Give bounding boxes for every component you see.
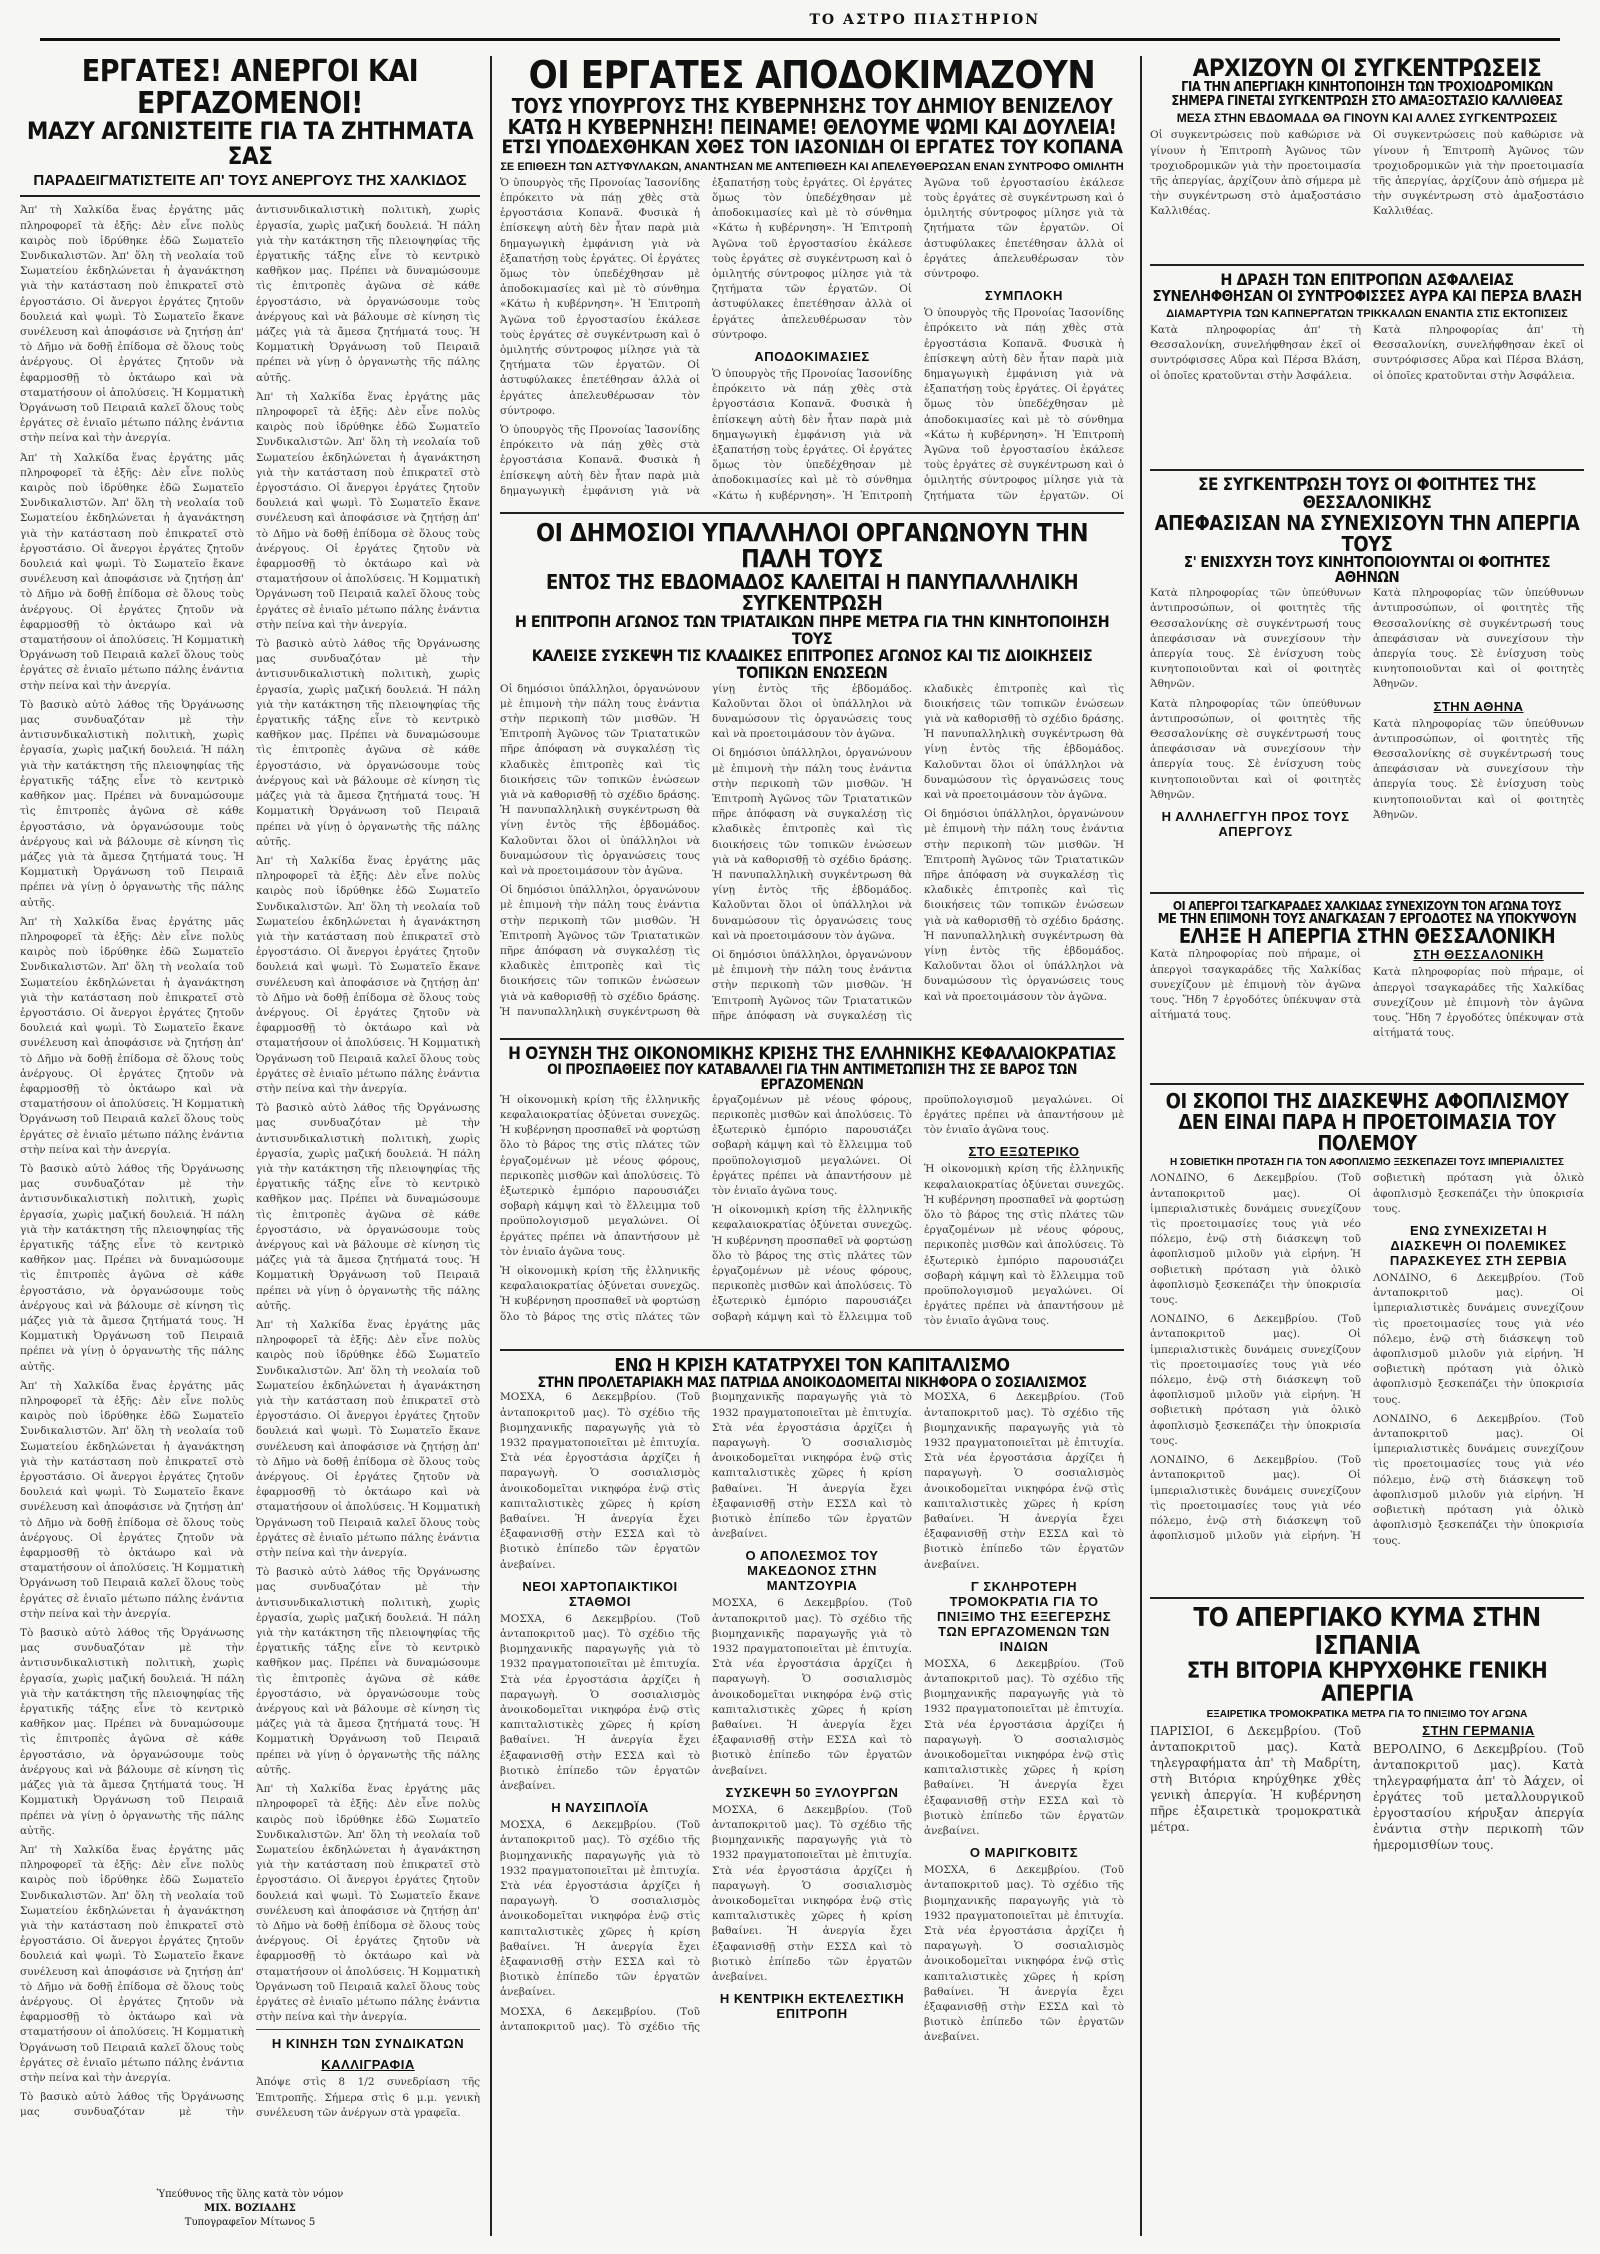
paragraph: Ἀπόψε στὶς 8 1/2 συνεδρίαση τῆς Ἐπιτροπῆς. Σήμερα στὶς 6 μ.μ. γενικὴ συνέλευση τῶν ἀνέργων στὰ γραφεῖα. xyxy=(256,2076,480,2119)
kicker: ΕΞΑΙΡΕΤΙΚΑ ΤΡΟΜΟΚΡΑΤΙΚΑ ΜΕΤΡΑ ΓΙΑ ΤΟ ΠΝΙΞΙΜΟ ΤΟΥ ΑΓΩΝΑ xyxy=(1206,1709,1528,1721)
subheadline: ΟΙ ΠΡΟΣΠΑΘΕΙΕΣ ΠΟΥ ΚΑΤΑΒΑΛΛΕΙ ΓΙΑ ΤΗΝ ΑΝΤΙΜΕΤΩΠΙΣΗ ΤΗΣ ΣΕ ΒΑΡΟΣ ΤΩΝ ΕΡΓΑΖΟΜΕΝΩΝ xyxy=(547,1062,1077,1094)
article-body xyxy=(500,1390,1124,2050)
paragraph: Οἱ συγκεντρώσεις ποὺ καθώρισε νὰ γίνουν ἡ Ἐπιτροπὴ Ἀγῶνος τῶν τροχιοδρομικῶν γιὰ τὴν προετοιμασία τῆς ἀπεργίας, ἀρχίζουν ἀπὸ σήμερα μὲ τὴν συγκέντρωση στὸ ἁμαξοστάσιο Καλλιθέας. xyxy=(1150,129,1361,218)
divider xyxy=(1150,1597,1584,1599)
paragraph: Τὸ βασικὸ αὐτὸ λάθος τῆς Ὀργάνωσης μας συνδυαζόταν μὲ τὴν ἀντισυνδικαλιστικὴ πολιτικὴ, χωρὶς ἐργασία, χωρὶς μαζική δουλειά. Ἡ πάλη γιὰ τὴν κατάκτηση τῆς πλειοψηφίας τῆς ἐργατικῆς τάξης εἶνε τὸ κεντρικὸ καθῆκον μας. Πρέπει νὰ δυναμώσουμε τὶς ἐπιτροπὲς ἀγῶνα σὲ κάθε ἐργοστάσιο, νὰ ὀργανώσουμε τοὺς ἀνέργους καὶ νὰ βάλουμε σὲ κίνηση τὶς μάζες γιὰ τὰ ἄμεσα ζητήματά τους. Ἡ Κομματικὴ Ὀργάνωση τοῦ Πειραιᾶ πρέπει νὰ γίνῃ ὁ ὀργανωτὴς τῆς πάλης αὐτῆς. xyxy=(256,638,480,848)
paragraph: Ἀπ' τὴ Χαλκίδα ἕνας ἐργάτης μᾶς πληροφορεῖ τὰ ἑξῆς: Δὲν εἶνε πολὺς καιρὸς ποὺ ἱδρύθηκε ἐδῶ Σωματεῖο Συνδικαλιστῶν. Ἀπ' ὅλη τὴ νεολαία τοῦ Σωματείου ἐκδηλώνεται ἡ ἀγανάκτηση γιὰ τὴν κατάσταση ποὺ ἐπικρατεῖ στὸ ἐργοστάσιο. Οἱ ἄνεργοι ἐργάτες ζητοῦν δουλειά καὶ ψωμὶ. Τὸ Σωματεῖο ἔκανε συνέλευση καὶ ἀποφάσισε νὰ ζητήσῃ ἀπ' τὸ Δῆμο νὰ δοθῇ ἐπίδομα σὲ ὅλους τοὺς ἀνέργους. Οἱ ἐργάτες ζητοῦν νὰ ἐφαρμοσθῇ τὸ ὀκτάωρο καὶ νὰ σταματήσουν οἱ ἀπολύσεις. Ἡ Κομματικὴ Ὀργάνωση τοῦ Πειραιᾶ καλεῖ ὅλους τοὺς ἐργάτες σὲ ἑνιαῖο μέτωπο πάλης ἐνάντια στὴν πείνα καὶ τὴν ἀνεργία. xyxy=(20,1843,244,2084)
section-subhead: ΚΑΛΛΙΓΡΑΦΙΑ xyxy=(321,2057,415,2073)
kicker: ΠΑΡΑΔΕΙΓΜΑΤΙΣΤΕΙΤΕ ΑΠ' ΤΟΥΣ ΑΝΕΡΓΟΥΣ ΤΗΣ ΧΑΛΚΙΔΟΣ xyxy=(33,172,467,190)
paragraph: Οἱ δημόσιοι ὑπάλληλοι, ὀργανώνουν μὲ ἐπιμονὴ τὴν πάλη τους ἐνάντια στὴν περικοπὴ τῶν μισθῶν. Ἡ Ἐπιτροπὴ Ἀγῶνος τῶν Τριατατικῶν πῆρε ἀπόφαση νὰ συγκαλέσῃ τὶς κλαδικὲς ἐπιτροπὲς καὶ τὶς διοικήσεις τῶν τοπικῶν ἑνώσεων γιὰ νὰ καθορισθῇ τὸ σχέδιο δράσης. Ἡ πανυπαλληλικὴ συγκέντρωση θὰ γίνῃ ἐντὸς τῆς ἑβδομάδος. Καλοῦνται ὅλοι οἱ ὑπάλληλοι νὰ δυναμώσουν τὶς ὀργανώσεις τους καὶ νὰ προετοιμάσουν τὸν ἀγῶνα. xyxy=(500,682,700,877)
section-head: ΑΠΟΔΟΚΙΜΑΣΙΕΣ xyxy=(754,349,870,365)
paragraph: ΜΟΣΧΑ, 6 Δεκεμβρίου. (Τοῦ ἀνταποκριτοῦ μας). Τὸ σχέδιο τῆς βιομηχανικῆς παραγωγῆς γιὰ τὸ 1932 πραγματοποιεῖται μὲ ἐπιτυχία. Στὰ νέα ἐργοστάσια ἀρχίζει ἡ παραγωγὴ. Ὁ σοσιαλισμὸς ἀνοικοδομεῖται νικηφόρα ἐνῷ στὶς καπιταλιστικὲς χῶρες ἡ κρίση βαθαίνει. Ἡ ἀνεργία ἔχει ἐξαφανισθῇ στὴν ΕΣΣΔ καὶ τὸ βιοτικὸ ἐπίπεδο τῶν ἐργατῶν ἀνεβαίνει. xyxy=(712,1803,912,1984)
subheadline: ΚΑΤΩ Η ΚΥΒΕΡΝΗΣΗ! ΠΕΙΝΑΜΕ! ΘΕΛΟΥΜΕ ΨΩΜΙ ΚΑΙ ΔΟΥΛΕΙΑ! xyxy=(507,114,1117,139)
subheadline: ΜΑΖΥ ΑΓΩΝΙΣΤΕΙΤΕ ΓΙΑ ΤΑ ΖΗΤΗΜΑΤΑ ΣΑΣ xyxy=(26,117,474,171)
paragraph: ΜΟΣΧΑ, 6 Δεκεμβρίου. (Τοῦ ἀνταποκριτοῦ μας). Τὸ σχέδιο τῆς βιομηχανικῆς παραγωγῆς γιὰ τὸ 1932 πραγματοποιεῖται μὲ ἐπιτυχία. Στὰ νέα ἐργοστάσια ἀρχίζει ἡ παραγωγὴ. Ὁ σοσιαλισμὸς ἀνοικοδομεῖται νικηφόρα ἐνῷ στὶς καπιταλιστικὲς χῶρες ἡ κρίση βαθαίνει. Ἡ ἀνεργία ἔχει ἐξαφανισθῇ στὴν ΕΣΣΔ καὶ τὸ βιοτικὸ ἐπίπεδο τῶν ἐργατῶν ἀνεβαίνει. xyxy=(500,1612,700,1792)
article-body xyxy=(500,1093,1124,1343)
section-head: ΣΤΗ ΘΕΣΣΑΛΟΝΙΚΗ xyxy=(1413,947,1544,963)
paragraph: Κατὰ πληροφορίας ἀπ' τὴ Θεσσαλονίκη, συνελήφθησαν ἐκεῖ οἱ συντρόφισσες Αὔρα καὶ Πέρσα Βλάση, οἱ ὁποῖες κρατοῦνται στὴν Ἀσφάλεια. xyxy=(1150,324,1361,382)
paragraph: Κατὰ πληροφορίας ἀπ' τὴ Θεσσαλονίκη, συνελήφθησαν ἐκεῖ οἱ συντρόφισσες Αὔρα καὶ Πέρσα Βλάση, οἱ ὁποῖες κρατοῦνται στὴν Ἀσφάλεια. xyxy=(1373,324,1584,382)
paragraph: Ἀπ' τὴ Χαλκίδα ἕνας ἐργάτης μᾶς πληροφορεῖ τὰ ἑξῆς: Δὲν εἶνε πολὺς καιρὸς ποὺ ἱδρύθηκε ἐδῶ Σωματεῖο Συνδικαλιστῶν. Ἀπ' ὅλη τὴ νεολαία τοῦ Σωματείου ἐκδηλώνεται ἡ ἀγανάκτηση γιὰ τὴν κατάσταση ποὺ ἐπικρατεῖ στὸ ἐργοστάσιο. Οἱ ἄνεργοι ἐργάτες ζητοῦν δουλειά καὶ ψωμὶ. Τὸ Σωματεῖο ἔκανε συνέλευση καὶ ἀποφάσισε νὰ ζητήσῃ ἀπ' τὸ Δῆμο νὰ δοθῇ ἐπίδομα σὲ ὅλους τοὺς ἀνέργους. Οἱ ἐργάτες ζητοῦν νὰ ἐφαρμοσθῇ τὸ ὀκτάωρο καὶ νὰ σταματήσουν οἱ ἀπολύσεις. Ἡ Κομματικὴ Ὀργάνωση τοῦ Πειραιᾶ καλεῖ ὅλους τοὺς ἐργάτες σὲ ἑνιαῖο μέτωπο πάλης ἐνάντια στὴν πείνα καὶ τὴν ἀνεργία. xyxy=(20,915,244,1156)
paragraph: Ἀπ' τὴ Χαλκίδα ἕνας ἐργάτης μᾶς πληροφορεῖ τὰ ἑξῆς: Δὲν εἶνε πολὺς καιρὸς ποὺ ἱδρύθηκε ἐδῶ Σωματεῖο Συνδικαλιστῶν. Ἀπ' ὅλη τὴ νεολαία τοῦ Σωματείου ἐκδηλώνεται ἡ ἀγανάκτηση γιὰ τὴν κατάσταση ποὺ ἐπικρατεῖ στὸ ἐργοστάσιο. Οἱ ἄνεργοι ἐργάτες ζητοῦν δουλειά καὶ ψωμὶ. Τὸ Σωματεῖο ἔκανε συνέλευση καὶ ἀποφάσισε νὰ ζητήσῃ ἀπ' τὸ Δῆμο νὰ δοθῇ ἐπίδομα σὲ ὅλους τοὺς ἀνέργους. Οἱ ἐργάτες ζητοῦν νὰ ἐφαρμοσθῇ τὸ ὀκτάωρο καὶ νὰ σταματήσουν οἱ ἀπολύσεις. Ἡ Κομματικὴ Ὀργάνωση τοῦ Πειραιᾶ καλεῖ ὅλους τοὺς ἐργάτες σὲ ἑνιαῖο μέτωπο πάλης ἐνάντια στὴν πείνα καὶ τὴν ἀνεργία. xyxy=(256,1319,480,1560)
article-body xyxy=(1150,323,1584,463)
imprint-line: Ὑπεύθυνος τῆς ὕλης κατὰ τὸν νόμον xyxy=(156,2189,344,2200)
divider xyxy=(20,195,480,197)
paragraph: ΛΟΝΔΙΝΟ, 6 Δεκεμβρίου. (Τοῦ ἀνταποκριτοῦ μας). Οἱ ἱμπεριαλιστικὲς δυνάμεις συνεχίζουν τὶς προετοιμασίες τους γιὰ νέο πόλεμο, ἐνῷ στὴ διάσκεψη τοῦ ἀφοπλισμοῦ μιλοῦν γιὰ εἰρήνη. Ἡ σοβιετικὴ πρόταση γιὰ ὁλικὸ ἀφοπλισμὸ ξεσκεπάζει τὴν ὑποκρισία τους. xyxy=(1150,1172,1584,1543)
paragraph: ΜΟΣΧΑ, 6 Δεκεμβρίου. (Τοῦ ἀνταποκριτοῦ μας). Τὸ σχέδιο τῆς βιομηχανικῆς παραγωγῆς γιὰ τὸ 1932 πραγματοποιεῖται μὲ ἐπιτυχία. Στὰ νέα ἐργοστάσια ἀρχίζει ἡ παραγωγὴ. Ὁ σοσιαλισμὸς ἀνοικοδομεῖται νικηφόρα ἐνῷ στὶς καπιταλιστικὲς χῶρες ἡ κρίση βαθαίνει. Ἡ ἀνεργία ἔχει ἐξαφανισθῇ στὴν ΕΣΣΔ καὶ τὸ βιοτικὸ ἐπίπεδο τῶν ἐργατῶν ἀνεβαίνει. xyxy=(924,1864,1124,2044)
subheadline: ΑΠΕΦΑΣΙΣΑΝ ΝΑ ΣΥΝΕΧΙΣΟΥΝ ΤΗΝ ΑΠΕΡΓΙΑ ΤΟΥΣ xyxy=(1154,510,1580,556)
divider xyxy=(500,1349,1124,1351)
paragraph: ΛΟΝΔΙΝΟ, 6 Δεκεμβρίου. (Τοῦ ἀνταποκριτοῦ μας). Οἱ ἱμπεριαλιστικὲς δυνάμεις συνεχίζουν τὶς προετοιμασίες τους γιὰ νέο πόλεμο, ἐνῷ στὴ διάσκεψη τοῦ ἀφοπλισμοῦ μιλοῦν γιὰ εἰρήνη. Ἡ σοβιετικὴ πρόταση γιὰ ὁλικὸ ἀφοπλισμὸ ξεσκεπάζει τὴν ὑποκρισία τους. xyxy=(1150,1172,1361,1307)
paragraph: Ὁ ὑπουργὸς τῆς Προνοίας Ἰασονίδης ἐπρόκειτο νὰ πάῃ χθὲς στὰ ἐργοστάσια Κοπανᾶ. Φυσικὰ ἡ ἐπίσκεψη αὐτὴ δὲν ἦταν παρὰ μιὰ δημαγωγικὴ ἐμφάνιση γιὰ νὰ ἐξαπατήσῃ τοὺς ἐργάτες. Οἱ ἐργάτες ὅμως τὸν ὑπεδέχθησαν μὲ ἀποδοκιμασίες καὶ μὲ τὸ σύνθημα «Κάτω ἡ κυβέρνηση». Ἡ Ἐπιτροπὴ Ἀγῶνα τοῦ ἐργοστασίου ἐκάλεσε τοὺς ἐργάτες σὲ συγκέντρωση καὶ ὁ ὁμιλητής σύντροφος μίλησε γιὰ τὰ ζητήματα τῶν ἐργατῶν. Οἱ ἀστυφύλακες ἐπετέθησαν ἀλλὰ οἱ ἐργάτες ἀπελευθέρωσαν τὸν σύντροφο. xyxy=(500,176,912,497)
subheadline: ΜΕ ΤΗΝ ΕΠΙΜΟΝΗ ΤΟΥΣ ΑΝΑΓΚΑΣΑΝ 7 ΕΡΓΟΔΟΤΕΣ ΝΑ ΥΠΟΚΥΨΟΥΝ xyxy=(1157,911,1577,927)
paragraph: ΜΟΣΧΑ, 6 Δεκεμβρίου. (Τοῦ ἀνταποκριτοῦ μας). Τὸ σχέδιο τῆς βιομηχανικῆς παραγωγῆς γιὰ τὸ 1932 πραγματοποιεῖται μὲ ἐπιτυχία. Στὰ νέα ἐργοστάσια ἀρχίζει ἡ παραγωγὴ. Ὁ σοσιαλισμὸς ἀνοικοδομεῖται νικηφόρα ἐνῷ στὶς καπιταλιστικὲς χῶρες ἡ κρίση βαθαίνει. Ἡ ἀνεργία ἔχει ἐξαφανισθῇ στὴν ΕΣΣΔ καὶ τὸ βιοτικὸ ἐπίπεδο τῶν ἐργατῶν ἀνεβαίνει. xyxy=(712,1597,912,1777)
paragraph: Κατὰ πληροφορίας ποὺ πήραμε, οἱ ἀπεργοὶ τσαγκαράδες τῆς Χαλκίδας συνεχίζουν μὲ ἐπιμονὴ τὸν ἀγῶνα τους. Ἤδη 7 ἐργοδότες ὑπέκυψαν στὰ αἰτήματά τους. xyxy=(1373,966,1584,1040)
paragraph: Ὁ ὑπουργὸς τῆς Προνοίας Ἰασονίδης ἐπρόκειτο νὰ πάῃ χθὲς στὰ ἐργοστάσια Κοπανᾶ. Φυσικὰ ἡ ἐπίσκεψη αὐτὴ δὲν ἦταν παρὰ μιὰ δημαγωγικὴ ἐμφάνιση γιὰ νὰ ἐξαπατήσῃ τοὺς ἐργάτες. Οἱ ἐργάτες ὅμως τὸν ὑπεδέχθησαν μὲ ἀποδοκιμασίες καὶ μὲ τὸ σύνθημα «Κάτω ἡ κυβέρνηση». Ἡ Ἐπιτροπὴ Ἀγῶνα τοῦ ἐργοστασίου ἐκάλεσε τοὺς ἐργάτες σὲ συγκέντρωση καὶ ὁ ὁμιλητής σύντροφος μίλησε γιὰ τὰ ζητήματα τῶν ἐργατῶν. Οἱ ἀστυφύλακες ἐπετέθησαν ἀλλὰ οἱ ἐργάτες ἀπελευθέρωσαν τὸν σύντροφο. xyxy=(712,176,1124,502)
subheadline: ΚΑΛΕΙΣΕ ΣΥΣΚΕΨΗ ΤΙΣ ΚΛΑΔΙΚΕΣ ΕΠΙΤΡΟΠΕΣ ΑΓΩΝΟΣ ΚΑΙ ΤΙΣ ΔΙΟΙΚΗΣΕΙΣ ΤΟΠΙΚΩΝ ΕΝΩΣΕΩΝ xyxy=(531,645,1093,682)
section-head: ΣΥΜΠΛΟΚΗ xyxy=(985,288,1063,304)
paragraph: Ἡ οἰκονομικὴ κρίση τῆς ἑλληνικῆς κεφαλαιοκρατίας ὀξύνεται συνεχῶς. Ἡ κυβέρνηση προσπαθεῖ νὰ φορτώσῃ ὅλο τὸ βάρος της στὶς πλάτες τῶν ἐργαζομένων μὲ νέους φόρους, περικοπὲς μισθῶν καὶ ἀπολύσεις. Τὸ ἐξωτερικὸ ἐμπόριο παρουσιάζει σοβαρὴ κάμψη καὶ τὸ ἔλλειμμα τοῦ προϋπολογισμοῦ μεγαλώνει. Οἱ ἐργάτες πρέπει νὰ ἀπαντήσουν μὲ τὸν ἑνιαῖο ἀγῶνα τους. xyxy=(712,1093,1124,1323)
column-center xyxy=(490,56,1132,2236)
paragraph: Οἱ συγκεντρώσεις ποὺ καθώρισε νὰ γίνουν ἡ Ἐπιτροπὴ Ἀγῶνος τῶν τροχιοδρομικῶν γιὰ τὴν προετοιμασία τῆς ἀπεργίας, ἀρχίζουν ἀπὸ σήμερα μὲ τὴν συγκέντρωση στὸ ἁμαξοστάσιο Καλλιθέας. xyxy=(1373,129,1584,218)
kicker: ΣΕ ΕΠΙΘΕΣΗ ΤΩΝ ΑΣΤΥΦΥΛΑΚΩΝ, ΑΝΑΝΤΗΣΑΝ ΜΕ ΑΝΤΕΠΙΘΕΣΗ ΚΑΙ ΑΠΕΛΕΥΘΕΡΩΣΑΝ ΕΝΑΝ ΣΥΝΤΡΟΦΟ ΟΜΙΛΗΤΗ xyxy=(500,160,1124,173)
subheadline: Η ΕΠΙΤΡΟΠΗ ΑΓΩΝΟΣ ΤΩΝ ΤΡΙΑΤΑΙΚΩΝ ΠΗΡΕ ΜΕΤΡΑ ΓΙΑ ΤΗΝ ΚΙΝΗΤΟΠΟΙΗΣΗ ΤΟΥΣ xyxy=(514,612,1110,649)
subheadline: ΔΕΝ ΕΙΝΑΙ ΠΑΡΑ Η ΠΡΟΕΤΟΙΜΑΣΙΑ ΤΟΥ ΠΟΛΕΜΟΥ xyxy=(1178,1110,1556,1156)
subheadline: ΤΟΥΣ ΥΠΟΥΡΓΟΥΣ ΤΗΣ ΚΥΒΕΡΝΗΣΗΣ ΤΟΥ ΔΗΜΙΟΥ ΒΕΝΙΖΕΛΟΥ xyxy=(511,93,1113,118)
masthead xyxy=(40,8,1560,41)
paragraph: Ὁ ὑπουργὸς τῆς Προνοίας Ἰασονίδης ἐπρόκειτο νὰ πάῃ χθὲς στὰ ἐργοστάσια Κοπανᾶ. Φυσικὰ ἡ ἐπίσκεψη αὐτὴ δὲν ἦταν παρὰ μιὰ δημαγωγικὴ ἐμφάνιση γιὰ νὰ ἐξαπατήσῃ τοὺς ἐργάτες. Οἱ ἐργάτες ὅμως τὸν ὑπεδέχθησαν μὲ ἀποδοκιμασίες καὶ μὲ τὸ σύνθημα «Κάτω ἡ κυβέρνηση». Ἡ Ἐπιτροπὴ Ἀγῶνα τοῦ ἐργοστασίου ἐκάλεσε τοὺς ἐργάτες σὲ συγκέντρωση καὶ ὁ ὁμιλητής σύντροφος μίλησε γιὰ τὰ ζητήματα τῶν ἐργατῶν. Οἱ xyxy=(924,307,1124,502)
divider xyxy=(1150,1083,1584,1085)
article-body xyxy=(500,176,1124,506)
subheadline: ΣΤΗΝ ΠΡΟΛΕΤΑΡΙΑΚΗ ΜΑΣ ΠΑΤΡΙΔΑ ΑΝΟΙΚΟΔΟΜΕΙΤΑΙ ΝΙΚΗΦΟΡΑ Ο ΣΟΣΙΑΛΙΣΜΟΣ xyxy=(537,1374,1087,1391)
article-body xyxy=(1150,586,1584,886)
paragraph: Ὁ ὑπουργὸς τῆς Προνοίας Ἰασονίδης ἐπρόκειτο νὰ πάῃ χθὲς στὰ ἐργοστάσια Κοπανᾶ. Φυσικὰ ἡ ἐπίσκεψη αὐτὴ δὲν ἦταν παρὰ μιὰ δημαγωγικὴ ἐμφάνιση γιὰ νὰ ἐξαπατήσῃ τοὺς ἐργάτες. Οἱ ἐργάτες ὅμως τὸν ὑπεδέχθησαν μὲ ἀποδοκιμασίες καὶ μὲ τὸ σύνθημα «Κάτω ἡ κυβέρνηση». Ἡ Ἐπιτροπὴ Ἀγῶνα τοῦ ἐργοστασίου ἐκάλεσε τοὺς ἐργάτες σὲ συγκέντρωση καὶ ὁ ὁμιλητής σύντροφος μίλησε γιὰ τὰ ζητήματα τῶν ἐργατῶν. Οἱ ἀστυφύλακες ἐπετέθησαν ἀλλὰ οἱ ἐργάτες ἀπελευθέρωσαν τὸν σύντροφο. xyxy=(500,176,700,417)
imprint xyxy=(20,2188,480,2230)
paragraph: ΜΟΣΧΑ, 6 Δεκεμβρίου. (Τοῦ ἀνταποκριτοῦ μας). Τὸ σχέδιο τῆς βιομηχανικῆς παραγωγῆς γιὰ τὸ 1932 πραγματοποιεῖται μὲ ἐπιτυχία. Στὰ νέα ἐργοστάσια ἀρχίζει ἡ παραγωγὴ. Ὁ σοσιαλισμὸς ἀνοικοδομεῖται νικηφόρα ἐνῷ στὶς καπιταλιστικὲς χῶρες ἡ κρίση βαθαίνει. Ἡ ἀνεργία ἔχει ἐξαφανισθῇ στὴν ΕΣΣΔ καὶ τὸ βιοτικὸ ἐπίπεδο τῶν ἐργατῶν ἀνεβαίνει. xyxy=(500,1819,700,1999)
divider xyxy=(500,1038,1124,1040)
subheadline: ΕΛΗΞΕ Η ΑΠΕΡΓΙΑ ΣΤΗΝ ΘΕΣΣΑΛΟΝΙΚΗ xyxy=(1178,924,1556,949)
headline: ΤΟ ΑΠΕΡΓΙΑΚΟ ΚΥΜΑ ΣΤΗΝ ΙΣΠΑΝΙΑ xyxy=(1193,1603,1541,1661)
article-body xyxy=(1150,1171,1584,1591)
paragraph: ΒΕΡΟΛΙΝΟ, 6 Δεκεμβρίου. (Τοῦ ἀνταποκριτοῦ μας). Κατὰ τηλεγραφήματα ἀπ' τὸ Ἀάχεν, οἱ ἐργάτες τοῦ μεταλλουργικοῦ ἐργοστασίου κήρυξαν ἀπεργία ἐνάντια στὴν περικοπὴ τῶν ἡμερομισθίων τους. xyxy=(1373,1742,1584,1853)
headline: ΕΡΓΑΤΕΣ! ΑΝΕΡΓΟΙ ΚΑΙ ΕΡΓΑΖΟΜΕΝΟΙ! xyxy=(81,56,419,121)
article-body xyxy=(1150,128,1584,258)
paragraph: Ἀπ' τὴ Χαλκίδα ἕνας ἐργάτης μᾶς πληροφορεῖ τὰ ἑξῆς: Δὲν εἶνε πολὺς καιρὸς ποὺ ἱδρύθηκε ἐδῶ Σωματεῖο Συνδικαλιστῶν. Ἀπ' ὅλη τὴ νεολαία τοῦ Σωματείου ἐκδηλώνεται ἡ ἀγανάκτηση γιὰ τὴν κατάσταση ποὺ ἐπικρατεῖ στὸ ἐργοστάσιο. Οἱ ἄνεργοι ἐργάτες ζητοῦν δουλειά καὶ ψωμὶ. Τὸ Σωματεῖο ἔκανε συνέλευση καὶ ἀποφάσισε νὰ ζητήσῃ ἀπ' τὸ Δῆμο νὰ δοθῇ ἐπίδομα σὲ ὅλους τοὺς ἀνέργους. Οἱ ἐργάτες ζητοῦν νὰ ἐφαρμοσθῇ τὸ ὀκτάωρο καὶ νὰ σταματήσουν οἱ ἀπολύσεις. Ἡ Κομματικὴ Ὀργάνωση τοῦ Πειραιᾶ καλεῖ ὅλους τοὺς ἐργάτες σὲ ἑνιαῖο μέτωπο πάλης ἐνάντια στὴν πείνα καὶ τὴν ἀνεργία. xyxy=(20,451,244,692)
article-body xyxy=(500,682,1124,1032)
masthead-title: ΤΟ ΑΣΤΡΟ ΠΙΑΣΤΗΡΙΟΝ xyxy=(809,12,1040,28)
headline: ΟΙ ΔΗΜΟΣΙΟΙ ΥΠΑΛΛΗΛΟΙ ΟΡΓΑΝΩΝΟΥΝ ΤΗΝ ΠΑΛΗ ΤΟΥΣ xyxy=(535,517,1089,574)
paragraph: Ἡ οἰκονομικὴ κρίση τῆς ἑλληνικῆς κεφαλαιοκρατίας ὀξύνεται συνεχῶς. Ἡ κυβέρνηση προσπαθεῖ νὰ φορτώσῃ ὅλο τὸ βάρος της στὶς πλάτες τῶν ἐργαζομένων μὲ νέους φόρους, περικοπὲς μισθῶν καὶ ἀπολύσεις. Τὸ ἐξωτερικὸ ἐμπόριο παρουσιάζει σοβαρὴ κάμψη καὶ τὸ ἔλλειμμα τοῦ προϋπολογισμοῦ μεγαλώνει. Οἱ ἐργάτες πρέπει νὰ ἀπαντήσουν μὲ τὸν ἑνιαῖο ἀγῶνα τους. xyxy=(500,1093,912,1323)
section-head: Γ ΣΚΛΗΡΟΤΕΡΗ ΤΡΟΜΟΚΡΑΤΙΑ ΓΙΑ ΤΟ ΠΝΙΞΙΜΟ ΤΗΣ ΕΞΕΓΕΡΣΗΣ ΤΩΝ ΕΡΓΑΖΟΜΕΝΩΝ ΤΩΝ ΙΝΔΙΩΝ xyxy=(936,1578,1111,1654)
section-head: ΣΤΗΝ ΓΕΡΜΑΝΙΑ xyxy=(1422,1723,1535,1739)
divider xyxy=(1150,892,1584,894)
paragraph: Ἀπ' τὴ Χαλκίδα ἕνας ἐργάτης μᾶς πληροφορεῖ τὰ ἑξῆς: Δὲν εἶνε πολὺς καιρὸς ποὺ ἱδρύθηκε ἐδῶ Σωματεῖο Συνδικαλιστῶν. Ἀπ' ὅλη τὴ νεολαία τοῦ Σωματείου ἐκδηλώνεται ἡ ἀγανάκτηση γιὰ τὴν κατάσταση ποὺ ἐπικρατεῖ στὸ ἐργοστάσιο. Οἱ ἄνεργοι ἐργάτες ζητοῦν δουλειά καὶ ψωμὶ. Τὸ Σωματεῖο ἔκανε συνέλευση καὶ ἀποφάσισε νὰ ζητήσῃ ἀπ' τὸ Δῆμο νὰ δοθῇ ἐπίδομα σὲ ὅλους τοὺς ἀνέργους. Οἱ ἐργάτες ζητοῦν νὰ ἐφαρμοσθῇ τὸ ὀκτάωρο καὶ νὰ σταματήσουν οἱ ἀπολύσεις. Ἡ Κομματικὴ Ὀργάνωση τοῦ Πειραιᾶ καλεῖ ὅλους τοὺς ἐργάτες σὲ ἑνιαῖο μέτωπο πάλης ἐνάντια στὴν πείνα καὶ τὴν ἀνεργία. xyxy=(20,1379,244,1620)
paragraph: Κατὰ πληροφορίας τῶν ὑπεύθυνων ἀντιπροσώπων, οἱ φοιτητὲς τῆς Θεσσαλονίκης σὲ συγκέντρωσή τους ἀπεφάσισαν νὰ συνεχίσουν τὴν ἀπεργία τους. Σὲ ἐνίσχυση τοὺς κινητοποιοῦνται καὶ οἱ φοιτητὲς Ἀθηνῶν. xyxy=(1373,717,1584,821)
headline: ΕΝΩ Η ΚΡΙΣΗ ΚΑΤΑΤΡΥΧΕΙ ΤΟΝ ΚΑΠΙΤΑΛΙΣΜΟ xyxy=(614,1354,1010,1376)
section-head: Η ΑΛΛΗΛΕΓΓΥΗ ΠΡΟΣ ΤΟΥΣ ΑΠΕΡΓΟΥΣ xyxy=(1161,809,1350,840)
headline: ΣΕ ΣΥΓΚΕΝΤΡΩΣΗ ΤΟΥΣ ΟΙ ΦΟΙΤΗΤΕΣ ΤΗΣ ΘΕΣΣΑΛΟΝΙΚΗΣ xyxy=(1198,475,1536,513)
paragraph: Τὸ βασικὸ αὐτὸ λάθος τῆς Ὀργάνωσης μας συνδυαζόταν μὲ τὴν ἀντισυνδικαλιστικὴ πολιτικὴ, χωρὶς ἐργασία, χωρὶς μαζική δουλειά. Ἡ πάλη γιὰ τὴν κατάκτηση τῆς πλειοψηφίας τῆς ἐργατικῆς τάξης εἶνε τὸ κεντρικὸ καθῆκον μας. Πρέπει νὰ δυναμώσουμε τὶς ἐπιτροπὲς ἀγῶνα σὲ κάθε ἐργοστάσιο, νὰ ὀργανώσουμε τοὺς ἀνέργους καὶ νὰ βάλουμε σὲ κίνηση τὶς μάζες γιὰ τὰ ἄμεσα ζητήματά τους. Ἡ Κομματικὴ Ὀργάνωση τοῦ Πειραιᾶ πρέπει νὰ γίνῃ ὁ ὀργανωτὴς τῆς πάλης αὐτῆς. xyxy=(20,1162,244,1373)
subheadline: ΣΥΝΕΛΗΦΘΗΣΑΝ ΟΙ ΣΥΝΤΡΟΦΙΣΣΕΣ ΑΥΡΑ ΚΑΙ ΠΕΡΣΑ ΒΛΑΣΗ xyxy=(1152,287,1582,306)
subheadline: ΣΗΜΕΡΑ ΓΙΝΕΤΑΙ ΣΥΓΚΕΝΤΡΩΣΗ ΣΤΟ ΑΜΑΞΟΣΤΑΣΙΟ ΚΑΛΛΙΘΕΑΣ xyxy=(1171,93,1563,109)
article-body xyxy=(20,203,480,2122)
paragraph: Ἡ οἰκονομικὴ κρίση τῆς ἑλληνικῆς κεφαλαιοκρατίας ὀξύνεται συνεχῶς. Ἡ κυβέρνηση προσπαθεῖ νὰ φορτώσῃ ὅλο τὸ βάρος της στὶς πλάτες τῶν ἐργαζομένων μὲ νέους φόρους, περικοπὲς μισθῶν καὶ ἀπολύσεις. Τὸ ἐξωτερικὸ ἐμπόριο παρουσιάζει σοβαρὴ κάμψη καὶ τὸ ἔλλειμμα τοῦ προϋπολογισμοῦ μεγαλώνει. Οἱ ἐργάτες πρέπει νὰ ἀπαντήσουν μὲ τὸν ἑνιαῖο ἀγῶνα τους. xyxy=(924,1163,1124,1328)
divider xyxy=(1150,469,1584,471)
paragraph: Ἀπ' τὴ Χαλκίδα ἕνας ἐργάτης μᾶς πληροφορεῖ τὰ ἑξῆς: Δὲν εἶνε πολὺς καιρὸς ποὺ ἱδρύθηκε ἐδῶ Σωματεῖο Συνδικαλιστῶν. Ἀπ' ὅλη τὴ νεολαία τοῦ Σωματείου ἐκδηλώνεται ἡ ἀγανάκτηση γιὰ τὴν κατάσταση ποὺ ἐπικρατεῖ στὸ ἐργοστάσιο. Οἱ ἄνεργοι ἐργάτες ζητοῦν δουλειά καὶ ψωμὶ. Τὸ Σωματεῖο ἔκανε συνέλευση καὶ ἀποφάσισε νὰ ζητήσῃ ἀπ' τὸ Δῆμο νὰ δοθῇ ἐπίδομα σὲ ὅλους τοὺς ἀνέργους. Οἱ ἐργάτες ζητοῦν νὰ ἐφαρμοσθῇ τὸ ὀκτάωρο καὶ νὰ σταματήσουν οἱ ἀπολύσεις. Ἡ Κομματικὴ Ὀργάνωση τοῦ Πειραιᾶ καλεῖ ὅλους τοὺς ἐργάτες σὲ ἑνιαῖο μέτωπο πάλης ἐνάντια στὴν πείνα καὶ τὴν ἀνεργία. xyxy=(256,390,480,631)
kicker: Η ΣΟΒΙΕΤΙΚΗ ΠΡΟΤΑΣΗ ΓΙΑ ΤΟΝ ΑΦΟΠΛΙΣΜΟ ΞΕΣΚΕΠΑΖΕΙ ΤΟΥΣ ΙΜΠΕΡΙΑΛΙΣΤΕΣ xyxy=(1170,1157,1564,1169)
section-head: Ο ΜΑΡΙΓΚΟΒΙΤΣ xyxy=(969,1845,1079,1861)
paragraph: Τὸ βασικὸ αὐτὸ λάθος τῆς Ὀργάνωσης μας συνδυαζόταν μὲ τὴν ἀντισυνδικαλιστικὴ πολιτικὴ, χωρὶς ἐργασία, χωρὶς μαζική δουλειά. Ἡ πάλη γιὰ τὴν κατάκτηση τῆς πλειοψηφίας τῆς ἐργατικῆς τάξης εἶνε τὸ κεντρικὸ καθῆκον μας. Πρέπει νὰ δυναμώσουμε τὶς ἐπιτροπὲς ἀγῶνα σὲ κάθε ἐργοστάσιο, νὰ ὀργανώσουμε τοὺς ἀνέργους καὶ νὰ βάλουμε σὲ κίνηση τὶς μάζες γιὰ τὰ ἄμεσα ζητήματά τους. Ἡ Κομματικὴ Ὀργάνωση τοῦ Πειραιᾶ πρέπει νὰ γίνῃ ὁ ὀργανωτὴς τῆς πάλης αὐτῆς. xyxy=(256,1566,480,1776)
kicker: ΜΕΣΑ ΣΤΗΝ ΕΒΔΟΜΑΔΑ ΘΑ ΓΙΝΟΥΝ ΚΑΙ ΑΛΛΕΣ ΣΥΓΚΕΝΤΡΩΣΕΙΣ xyxy=(1176,111,1558,126)
section-head: ΣΤΗΝ ΑΘΗΝΑ xyxy=(1433,698,1524,714)
paragraph: Ἀπ' τὴ Χαλκίδα ἕνας ἐργάτης μᾶς πληροφορεῖ τὰ ἑξῆς: Δὲν εἶνε πολὺς καιρὸς ποὺ ἱδρύθηκε ἐδῶ Σωματεῖο Συνδικαλιστῶν. Ἀπ' ὅλη τὴ νεολαία τοῦ Σωματείου ἐκδηλώνεται ἡ ἀγανάκτηση γιὰ τὴν κατάσταση ποὺ ἐπικρατεῖ στὸ ἐργοστάσιο. Οἱ ἄνεργοι ἐργάτες ζητοῦν δουλειά καὶ ψωμὶ. Τὸ Σωματεῖο ἔκανε συνέλευση καὶ ἀποφάσισε νὰ ζητήσῃ ἀπ' τὸ Δῆμο νὰ δοθῇ ἐπίδομα σὲ ὅλους τοὺς ἀνέργους. Οἱ ἐργάτες ζητοῦν νὰ ἐφαρμοσθῇ τὸ ὀκτάωρο καὶ νὰ σταματήσουν οἱ ἀπολύσεις. Ἡ Κομματικὴ Ὀργάνωση τοῦ Πειραιᾶ καλεῖ ὅλους τοὺς ἐργάτες σὲ ἑνιαῖο μέτωπο πάλης ἐνάντια στὴν πείνα καὶ τὴν ἀνεργία. xyxy=(256,1783,480,2024)
section-head: Η ΝΑΥΣΙΠΛΟΪΑ xyxy=(551,1800,649,1816)
imprint-line: Τυπογραφεῖον Μίτωνος 5 xyxy=(184,2217,316,2228)
subheadline: ΣΤΗ ΒΙΤΟΡΙΑ ΚΗΡΥΧΘΗΚΕ ΓΕΝΙΚΗ ΑΠΕΡΓΙΑ xyxy=(1186,1659,1548,1708)
headline: Η ΔΡΑΣΗ ΤΩΝ ΕΠΙΤΡΟΠΩΝ ΑΣΦΑΛΕΙΑΣ xyxy=(1220,270,1514,290)
headline: ΑΡΧΙΖΟΥΝ ΟΙ ΣΥΓΚΕΝΤΡΩΣΕΙΣ xyxy=(1192,56,1542,82)
paragraph: Κατὰ πληροφορίας ποὺ πήραμε, οἱ ἀπεργοὶ τσαγκαράδες τῆς Χαλκίδας συνεχίζουν μὲ ἐπιμονὴ τὸν ἀγῶνα τους. Ἤδη 7 ἐργοδότες ὑπέκυψαν στὰ αἰτήματά τους. xyxy=(1150,948,1361,1022)
paragraph: ΛΟΝΔΙΝΟ, 6 Δεκεμβρίου. (Τοῦ ἀνταποκριτοῦ μας). Οἱ ἱμπεριαλιστικὲς δυνάμεις συνεχίζουν τὶς προετοιμασίες τους γιὰ νέο πόλεμο, ἐνῷ στὴ διάσκεψη τοῦ ἀφοπλισμοῦ μιλοῦν γιὰ εἰρήνη. Ἡ σοβιετικὴ πρόταση γιὰ ὁλικὸ ἀφοπλισμὸ ξεσκεπάζει τὴν ὑποκρισία τους. xyxy=(1150,1313,1361,1447)
section-head: Ο ΑΠΟΛΕΣΜΟΣ ΤΟΥ ΜΑΚΕΔΟΝΟΣ ΣΤΗΝ ΜΑΝΤΖΟΥΡΙΑ xyxy=(745,1548,879,1594)
paragraph: Τὸ βασικὸ αὐτὸ λάθος τῆς Ὀργάνωσης μας συνδυαζόταν μὲ τὴν ἀντισυνδικαλιστικὴ πολιτικὴ, χωρὶς ἐργασία, χωρὶς μαζική δουλειά. Ἡ πάλη γιὰ τὴν κατάκτηση τῆς πλειοψηφίας τῆς ἐργατικῆς τάξης εἶνε τὸ κεντρικὸ καθῆκον μας. Πρέπει νὰ δυναμώσουμε τὶς ἐπιτροπὲς ἀγῶνα σὲ κάθε ἐργοστάσιο, νὰ ὀργανώσουμε τοὺς ἀνέργους καὶ νὰ βάλουμε σὲ κίνηση τὶς μάζες γιὰ τὰ ἄμεσα ζητήματά τους. Ἡ Κομματικὴ Ὀργάνωση τοῦ Πειραιᾶ πρέπει νὰ γίνῃ ὁ ὀργανωτὴς τῆς πάλης αὐτῆς. xyxy=(20,204,480,2119)
paragraph: Τὸ βασικὸ αὐτὸ λάθος τῆς Ὀργάνωσης μας συνδυαζόταν μὲ τὴν ἀντισυνδικαλιστικὴ πολιτικὴ, χωρὶς ἐργασία, χωρὶς μαζική δουλειά. Ἡ πάλη γιὰ τὴν κατάκτηση τῆς πλειοψηφίας τῆς ἐργατικῆς τάξης εἶνε τὸ κεντρικὸ καθῆκον μας. Πρέπει νὰ δυναμώσουμε τὶς ἐπιτροπὲς ἀγῶνα σὲ κάθε ἐργοστάσιο, νὰ ὀργανώσουμε τοὺς ἀνέργους καὶ νὰ βάλουμε σὲ κίνηση τὶς μάζες γιὰ τὰ ἄμεσα ζητήματά τους. Ἡ Κομματικὴ Ὀργάνωση τοῦ Πειραιᾶ πρέπει νὰ γίνῃ ὁ ὀργανωτὴς τῆς πάλης αὐτῆς. xyxy=(20,698,244,909)
paragraph: Τὸ βασικὸ αὐτὸ λάθος τῆς Ὀργάνωσης μας συνδυαζόταν μὲ τὴν ἀντισυνδικαλιστικὴ πολιτικὴ, χωρὶς ἐργασία, χωρὶς μαζική δουλειά. Ἡ πάλη γιὰ τὴν κατάκτηση τῆς πλειοψηφίας τῆς ἐργατικῆς τάξης εἶνε τὸ κεντρικὸ καθῆκον μας. Πρέπει νὰ δυναμώσουμε τὶς ἐπιτροπὲς ἀγῶνα σὲ κάθε ἐργοστάσιο, νὰ ὀργανώσουμε τοὺς ἀνέργους καὶ νὰ βάλουμε σὲ κίνηση τὶς μάζες γιὰ τὰ ἄμεσα ζητήματά τους. Ἡ Κομματικὴ Ὀργάνωση τοῦ Πειραιᾶ πρέπει νὰ γίνῃ ὁ ὀργανωτὴς τῆς πάλης αὐτῆς. xyxy=(256,1102,480,1312)
kicker: ΔΙΑΜΑΡΤΥΡΙΑ ΤΩΝ ΚΑΠΝΕΡΓΑΤΩΝ ΤΡΙΚΚΑΛΩΝ ΕΝΑΝΤΙΑ ΣΤΙΣ ΕΚΤΟΠΙΣΕΙΣ xyxy=(1166,308,1568,321)
section-head: ΝΕΟΙ ΧΑΡΤΟΠΑΙΚΤΙΚΟΙ ΣΤΑΘΜΟΙ xyxy=(522,1578,678,1609)
imprint-name: ΜΙΧ. ΒΟΖΙΑΔΗΣ xyxy=(204,2203,296,2214)
subheadline: Σ' ΕΝΙΣΧΥΣΗ ΤΟΥΣ ΚΙΝΗΤΟΠΟΙΟΥΝΤΑΙ ΟΙ ΦΟΙΤΗΤΕΣ ΑΘΗΝΩΝ xyxy=(1183,552,1551,587)
paragraph: Κατὰ πληροφορίας τῶν ὑπεύθυνων ἀντιπροσώπων, οἱ φοιτητὲς τῆς Θεσσαλονίκης σὲ συγκέντρωσή τους ἀπεφάσισαν νὰ συνεχίσουν τὴν ἀπεργία τους. Σὲ ἐνίσχυση τοὺς κινητοποιοῦνται καὶ οἱ φοιτητὲς Ἀθηνῶν. xyxy=(1150,587,1361,691)
paragraph: ΜΟΣΧΑ, 6 Δεκεμβρίου. (Τοῦ ἀνταποκριτοῦ μας). Τὸ σχέδιο τῆς βιομηχανικῆς παραγωγῆς γιὰ τὸ 1932 πραγματοποιεῖται μὲ ἐπιτυχία. Στὰ νέα ἐργοστάσια ἀρχίζει ἡ παραγωγὴ. Ὁ σοσιαλισμὸς ἀνοικοδομεῖται νικηφόρα ἐνῷ στὶς καπιταλιστικὲς χῶρες ἡ κρίση βαθαίνει. Ἡ ἀνεργία ἔχει ἐξαφανισθῇ στὴν ΕΣΣΔ καὶ τὸ βιοτικὸ ἐπίπεδο τῶν ἐργατῶν ἀνεβαίνει. xyxy=(500,1391,912,2033)
paragraph: Οἱ δημόσιοι ὑπάλληλοι, ὀργανώνουν μὲ ἐπιμονὴ τὴν πάλη τους ἐνάντια στὴν περικοπὴ τῶν μισθῶν. Ἡ Ἐπιτροπὴ Ἀγῶνος τῶν Τριατατικῶν πῆρε ἀπόφαση νὰ συγκαλέσῃ τὶς κλαδικὲς ἐπιτροπὲς καὶ τὶς διοικήσεις τῶν τοπικῶν ἑνώσεων γιὰ νὰ καθορισθῇ τὸ σχέδιο δράσης. Ἡ πανυπαλληλικὴ συγκέντρωση θὰ γίνῃ ἐντὸς τῆς ἑβδομάδος. Καλοῦνται ὅλοι οἱ ὑπάλληλοι νὰ δυναμώσουν τὶς ὀργανώσεις τους καὶ νὰ προετοιμάσουν τὸν ἀγῶνα. xyxy=(712,682,1124,1022)
paragraph: Ἀπ' τὴ Χαλκίδα ἕνας ἐργάτης μᾶς πληροφορεῖ τὰ ἑξῆς: Δὲν εἶνε πολὺς καιρὸς ποὺ ἱδρύθηκε ἐδῶ Σωματεῖο Συνδικαλιστῶν. Ἀπ' ὅλη τὴ νεολαία τοῦ Σωματείου ἐκδηλώνεται ἡ ἀγανάκτηση γιὰ τὴν κατάσταση ποὺ ἐπικρατεῖ στὸ ἐργοστάσιο. Οἱ ἄνεργοι ἐργάτες ζητοῦν δουλειά καὶ ψωμὶ. Τὸ Σωματεῖο ἔκανε συνέλευση καὶ ἀποφάσισε νὰ ζητήσῃ ἀπ' τὸ Δῆμο νὰ δοθῇ ἐπίδομα σὲ ὅλους τοὺς ἀνέργους. Οἱ ἐργάτες ζητοῦν νὰ ἐφαρμοσθῇ τὸ ὀκτάωρο καὶ νὰ σταματήσουν οἱ ἀπολύσεις. Ἡ Κομματικὴ Ὀργάνωση τοῦ Πειραιᾶ καλεῖ ὅλους τοὺς ἐργάτες σὲ ἑνιαῖο μέτωπο πάλης ἐνάντια στὴν πείνα καὶ τὴν ἀνεργία. xyxy=(20,204,244,445)
divider xyxy=(1150,264,1584,266)
paragraph: Ἡ οἰκονομικὴ κρίση τῆς ἑλληνικῆς κεφαλαιοκρατίας ὀξύνεται συνεχῶς. Ἡ κυβέρνηση προσπαθεῖ νὰ φορτώσῃ ὅλο τὸ βάρος της στὶς πλάτες τῶν ἐργαζομένων μὲ νέους φόρους, περικοπὲς μισθῶν καὶ ἀπολύσεις. Τὸ ἐξωτερικὸ ἐμπόριο παρουσιάζει σοβαρὴ κάμψη καὶ τὸ ἔλλειμμα τοῦ προϋπολογισμοῦ μεγαλώνει. Οἱ ἐργάτες πρέπει νὰ ἀπαντήσουν μὲ τὸν ἑνιαῖο ἀγῶνα τους. xyxy=(500,1093,700,1258)
subheadline: ΕΝΤΟΣ ΤΗΣ ΕΒΔΟΜΑΔΟΣ ΚΑΛΕΙΤΑΙ Η ΠΑΝΥΠΑΛΛΗΛΙΚΗ ΣΥΓΚΕΝΤΡΩΣΗ xyxy=(545,570,1079,616)
paragraph: ΜΟΣΧΑ, 6 Δεκεμβρίου. (Τοῦ ἀνταποκριτοῦ μας). Τὸ σχέδιο τῆς βιομηχανικῆς παραγωγῆς γιὰ τὸ 1932 πραγματοποιεῖται μὲ ἐπιτυχία. Στὰ νέα ἐργοστάσια ἀρχίζει ἡ παραγωγὴ. Ὁ σοσιαλισμὸς ἀνοικοδομεῖται νικηφόρα ἐνῷ στὶς καπιταλιστικὲς χῶρες ἡ κρίση βαθαίνει. Ἡ ἀνεργία ἔχει ἐξαφανισθῇ στὴν ΕΣΣΔ καὶ τὸ βιοτικὸ ἐπίπεδο τῶν ἐργατῶν ἀνεβαίνει. xyxy=(500,1391,700,1571)
headline: ΟΙ ΣΚΟΠΟΙ ΤΗΣ ΔΙΑΣΚΕΨΗΣ ΑΦΟΠΛΙΣΜΟΥ xyxy=(1165,1089,1569,1114)
paragraph: Οἱ δημόσιοι ὑπάλληλοι, ὀργανώνουν μὲ ἐπιμονὴ τὴν πάλη τους ἐνάντια στὴν περικοπὴ τῶν μισθῶν. Ἡ Ἐπιτροπὴ Ἀγῶνος τῶν Τριατατικῶν πῆρε ἀπόφαση νὰ συγκαλέσῃ τὶς κλαδικὲς ἐπιτροπὲς καὶ τὶς διοικήσεις τῶν τοπικῶν ἑνώσεων γιὰ νὰ καθορισθῇ τὸ σχέδιο δράσης. Ἡ πανυπαλληλικὴ συγκέντρωση θὰ γίνῃ ἐντὸς τῆς ἑβδομάδος. Καλοῦνται ὅλοι οἱ ὑπάλληλοι νὰ δυναμώσουν τὶς ὀργανώσεις τους καὶ νὰ προετοιμάσουν τὸν ἀγῶνα. xyxy=(500,682,912,1018)
column-left xyxy=(20,56,480,2236)
divider xyxy=(500,512,1124,514)
paragraph: ΠΑΡΙΣΙΟΙ, 6 Δεκεμβρίου. (Τοῦ ἀνταποκριτοῦ μας). Κατὰ τηλεγραφήματα ἀπ' τὴ Μαδρίτη, στὴ Βιτόρια κηρύχθηκε χθὲς γενικὴ ἀπεργία. Ἡ κυβέρνηση πῆρε ἐξαιρετικὰ τρομοκρατικὰ μέτρα. xyxy=(1150,1724,1361,1835)
paragraph: Οἱ δημόσιοι ὑπάλληλοι, ὀργανώνουν μὲ ἐπιμονὴ τὴν πάλη τους ἐνάντια στὴν περικοπὴ τῶν μισθῶν. Ἡ Ἐπιτροπὴ Ἀγῶνος τῶν Τριατατικῶν πῆρε ἀπόφαση νὰ συγκαλέσῃ τὶς κλαδικὲς ἐπιτροπὲς καὶ τὶς διοικήσεις τῶν τοπικῶν ἑνώσεων γιὰ νὰ καθορισθῇ τὸ σχέδιο δράσης. Ἡ πανυπαλληλικὴ συγκέντρωση θὰ γίνῃ ἐντὸς τῆς ἑβδομάδος. Καλοῦνται ὅλοι οἱ ὑπάλληλοι νὰ δυναμώσουν τὶς ὀργανώσεις τους καὶ νὰ προετοιμάσουν τὸν ἀγῶνα. xyxy=(924,808,1124,1003)
paragraph: ΜΟΣΧΑ, 6 Δεκεμβρίου. (Τοῦ ἀνταποκριτοῦ μας). Τὸ σχέδιο τῆς βιομηχανικῆς παραγωγῆς γιὰ τὸ 1932 πραγματοποιεῖται μὲ ἐπιτυχία. Στὰ νέα ἐργοστάσια ἀρχίζει ἡ παραγωγὴ. Ὁ σοσιαλισμὸς ἀνοικοδομεῖται νικηφόρα ἐνῷ στὶς καπιταλιστικὲς χῶρες ἡ κρίση βαθαίνει. Ἡ ἀνεργία ἔχει ἐξαφανισθῇ στὴν ΕΣΣΔ καὶ τὸ βιοτικὸ ἐπίπεδο τῶν ἐργατῶν ἀνεβαίνει. xyxy=(924,1657,1124,1837)
section-head: ΕΝΩ ΣΥΝΕΧΙΖΕΤΑΙ Η ΔΙΑΣΚΕΨΗ ΟΙ ΠΟΛΕΜΙΚΕΣ ΠΑΡΑΣΚΕΥΕΣ ΣΤΗ ΣΕΡΒΙΑ xyxy=(1389,1223,1568,1269)
subheadline: ΓΙΑ ΤΗΝ ΑΠΕΡΓΙΑΚΗ ΚΙΝΗΤΟΠΟΙΗΣΗ ΤΩΝ ΤΡΟΧΙΟΔΡΟΜΙΚΩΝ xyxy=(1181,80,1553,96)
paragraph: Τὸ βασικὸ αὐτὸ λάθος τῆς Ὀργάνωσης μας συνδυαζόταν μὲ τὴν ἀντισυνδικαλιστικὴ πολιτικὴ, χωρὶς ἐργασία, χωρὶς μαζική δουλειά. Ἡ πάλη γιὰ τὴν κατάκτηση τῆς πλειοψηφίας τῆς ἐργατικῆς τάξης εἶνε τὸ κεντρικὸ καθῆκον μας. Πρέπει νὰ δυναμώσουμε τὶς ἐπιτροπὲς ἀγῶνα σὲ κάθε ἐργοστάσιο, νὰ ὀργανώσουμε τοὺς ἀνέργους καὶ νὰ βάλουμε σὲ κίνηση τὶς μάζες γιὰ τὰ ἄμεσα ζητήματά τους. Ἡ Κομματικὴ Ὀργάνωση τοῦ Πειραιᾶ πρέπει νὰ γίνῃ ὁ ὀργανωτὴς τῆς πάλης αὐτῆς. xyxy=(20,1627,244,1837)
section-head: ΣΥΣΚΕΨΗ 50 ΞΥΛΟΥΡΓΩΝ xyxy=(725,1784,899,1800)
paragraph: Ἀπ' τὴ Χαλκίδα ἕνας ἐργάτης μᾶς πληροφορεῖ τὰ ἑξῆς: Δὲν εἶνε πολὺς καιρὸς ποὺ ἱδρύθηκε ἐδῶ Σωματεῖο Συνδικαλιστῶν. Ἀπ' ὅλη τὴ νεολαία τοῦ Σωματείου ἐκδηλώνεται ἡ ἀγανάκτηση γιὰ τὴν κατάσταση ποὺ ἐπικρατεῖ στὸ ἐργοστάσιο. Οἱ ἄνεργοι ἐργάτες ζητοῦν δουλειά καὶ ψωμὶ. Τὸ Σωματεῖο ἔκανε συνέλευση καὶ ἀποφάσισε νὰ ζητήσῃ ἀπ' τὸ Δῆμο νὰ δοθῇ ἐπίδομα σὲ ὅλους τοὺς ἀνέργους. Οἱ ἐργάτες ζητοῦν νὰ ἐφαρμοσθῇ τὸ ὀκτάωρο καὶ νὰ σταματήσουν οἱ ἀπολύσεις. Ἡ Κομματικὴ Ὀργάνωση τοῦ Πειραιᾶ καλεῖ ὅλους τοὺς ἐργάτες σὲ ἑνιαῖο μέτωπο πάλης ἐνάντια στὴν πείνα καὶ τὴν ἀνεργία. xyxy=(256,854,480,1095)
column-right xyxy=(1140,56,1592,2236)
article-body xyxy=(1150,1723,1584,1923)
divider xyxy=(256,2029,480,2030)
paragraph: ΛΟΝΔΙΝΟ, 6 Δεκεμβρίου. (Τοῦ ἀνταποκριτοῦ μας). Οἱ ἱμπεριαλιστικὲς δυνάμεις συνεχίζουν τὶς προετοιμασίες τους γιὰ νέο πόλεμο, ἐνῷ στὴ διάσκεψη τοῦ ἀφοπλισμοῦ μιλοῦν γιὰ εἰρήνη. Ἡ σοβιετικὴ πρόταση γιὰ ὁλικὸ ἀφοπλισμὸ ξεσκεπάζει τὴν ὑποκρισία τους. xyxy=(1373,1412,1584,1547)
paragraph: ΛΟΝΔΙΝΟ, 6 Δεκεμβρίου. (Τοῦ ἀνταποκριτοῦ μας). Οἱ ἱμπεριαλιστικὲς δυνάμεις συνεχίζουν τὶς προετοιμασίες τους γιὰ νέο πόλεμο, ἐνῷ στὴ διάσκεψη τοῦ ἀφοπλισμοῦ μιλοῦν γιὰ εἰρήνη. Ἡ σοβιετικὴ πρόταση γιὰ ὁλικὸ ἀφοπλισμὸ ξεσκεπάζει τὴν ὑποκρισία τους. xyxy=(1373,1272,1584,1406)
section-head: Η ΚΙΝΗΣΗ ΤΩΝ ΣΥΝΔΙΚΑΤΩΝ xyxy=(271,2036,465,2052)
article-body xyxy=(1150,947,1584,1077)
headline: ΟΙ ΕΡΓΑΤΕΣ ΑΠΟΔΟΚΙΜΑΖΟΥΝ xyxy=(528,56,1096,97)
paragraph: Οἱ δημόσιοι ὑπάλληλοι, ὀργανώνουν μὲ ἐπιμονὴ τὴν πάλη τους ἐνάντια στὴν περικοπὴ τῶν μισθῶν. Ἡ Ἐπιτροπὴ Ἀγῶνος τῶν Τριατατικῶν πῆρε ἀπόφαση νὰ συγκαλέσῃ τὶς κλαδικὲς ἐπιτροπὲς καὶ τὶς διοικήσεις τῶν τοπικῶν ἑνώσεων γιὰ νὰ καθορισθῇ τὸ σχέδιο δράσης. Ἡ πανυπαλληλικὴ συγκέντρωση θὰ γίνῃ ἐντὸς τῆς ἑβδομάδος. Καλοῦνται ὅλοι οἱ ὑπάλληλοι νὰ δυναμώσουν τὶς ὀργανώσεις τους καὶ νὰ προετοιμάσουν τὸν ἀγῶνα. xyxy=(712,747,912,942)
headline: Η ΟΞΥΝΣΗ ΤΗΣ ΟΙΚΟΝΟΜΙΚΗΣ ΚΡΙΣΗΣ ΤΗΣ ΕΛΛΗΝΙΚΗΣ ΚΕΦΑΛΑΙΟΚΡΑΤΙΑΣ xyxy=(508,1043,1116,1064)
paragraph: Κατὰ πληροφορίας τῶν ὑπεύθυνων ἀντιπροσώπων, οἱ φοιτητὲς τῆς Θεσσαλονίκης σὲ συγκέντρωσή τους ἀπεφάσισαν νὰ συνεχίσουν τὴν ἀπεργία τους. Σὲ ἐνίσχυση τοὺς κινητοποιοῦνται καὶ οἱ φοιτητὲς Ἀθηνῶν. xyxy=(1373,587,1584,691)
headline: ΟΙ ΑΠΕΡΓΟΙ ΤΣΑΓΚΑΡΑΔΕΣ ΧΑΛΚΙΔΑΣ ΣΥΝΕΧΙΖΟΥΝ ΤΟΝ ΑΓΩΝΑ ΤΟΥΣ xyxy=(1172,899,1562,914)
paragraph: Κατὰ πληροφορίας τῶν ὑπεύθυνων ἀντιπροσώπων, οἱ φοιτητὲς τῆς Θεσσαλονίκης σὲ συγκέντρωσή τους ἀπεφάσισαν νὰ συνεχίσουν τὴν ἀπεργία τους. Σὲ ἐνίσχυση τοὺς κινητοποιοῦνται καὶ οἱ φοιτητὲς Ἀθηνῶν. xyxy=(1150,697,1361,801)
subheadline: ΕΤΣΙ ΥΠΟΔΕΧΘΗΚΑΝ ΧΘΕΣ ΤΟΝ ΙΑΣΟΝΙΔΗ ΟΙ ΕΡΓΑΤΕΣ ΤΟΥ ΚΟΠΑΝΑ xyxy=(501,135,1123,158)
section-head: ΣΤΟ ΕΞΩΤΕΡΙΚΟ xyxy=(968,1144,1080,1160)
paragraph: ΜΟΣΧΑ, 6 Δεκεμβρίου. (Τοῦ ἀνταποκριτοῦ μας). Τὸ σχέδιο τῆς βιομηχανικῆς παραγωγῆς γιὰ τὸ 1932 πραγματοποιεῖται μὲ ἐπιτυχία. Στὰ νέα ἐργοστάσια ἀρχίζει ἡ παραγωγὴ. Ὁ σοσιαλισμὸς ἀνοικοδομεῖται νικηφόρα ἐνῷ στὶς καπιταλιστικὲς χῶρες ἡ κρίση βαθαίνει. Ἡ ἀνεργία ἔχει ἐξαφανισθῇ στὴν ΕΣΣΔ καὶ τὸ βιοτικὸ ἐπίπεδο τῶν ἐργατῶν ἀνεβαίνει. xyxy=(924,1391,1124,1571)
section-head: Η ΚΕΝΤΡΙΚΗ ΕΚΤΕΛΕΣΤΙΚΗ ΕΠΙΤΡΟΠΗ xyxy=(719,1991,905,2022)
